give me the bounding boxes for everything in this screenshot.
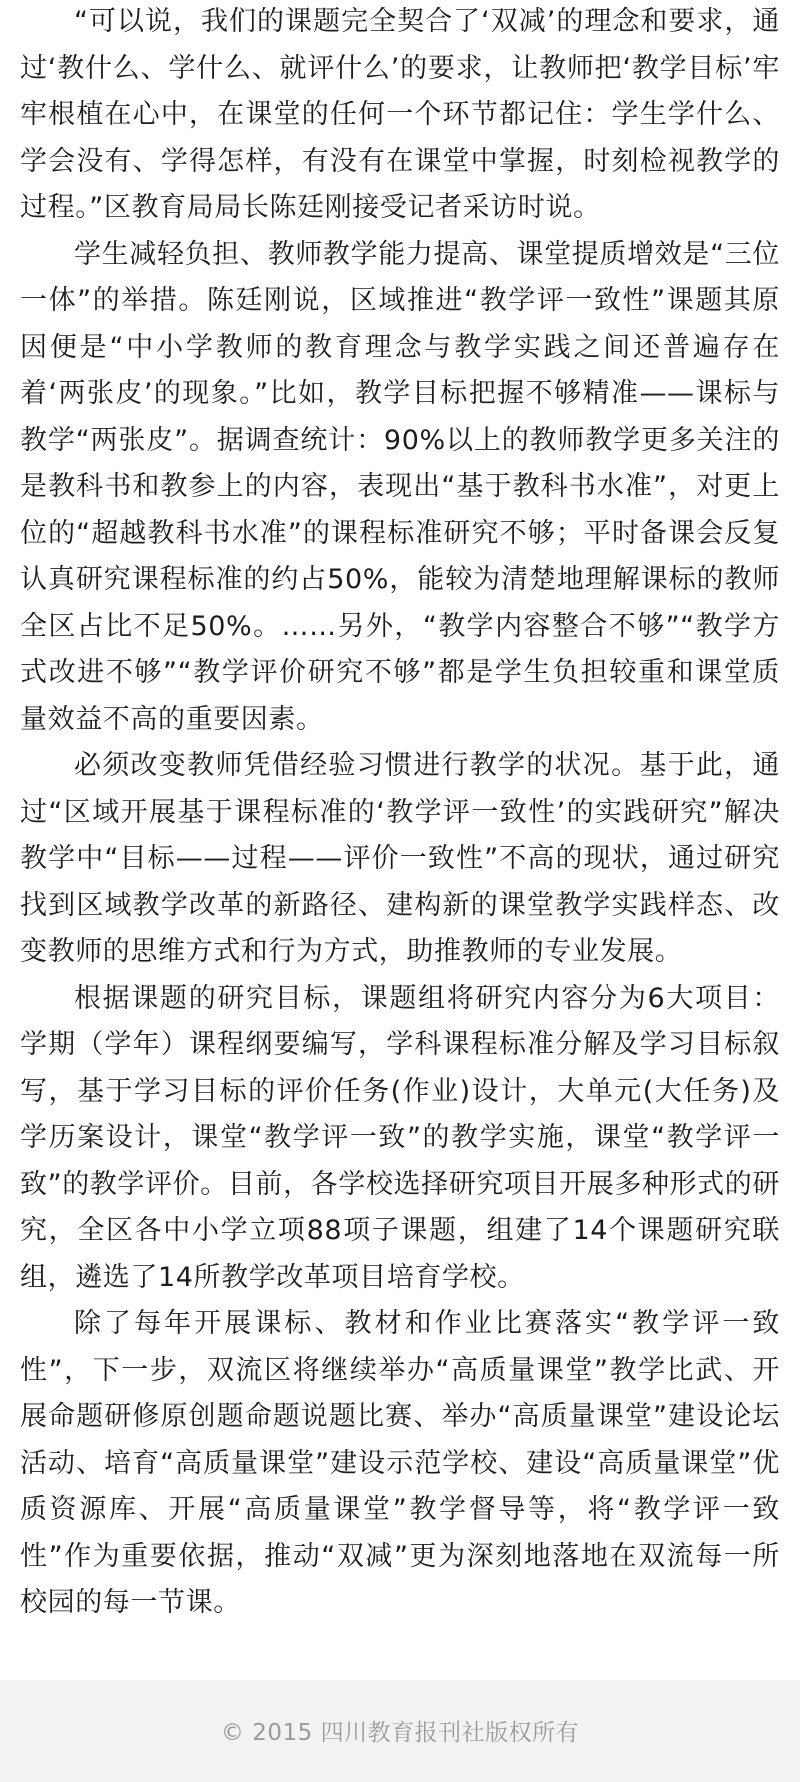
page-footer (0, 1680, 800, 1782)
article-paragraph-4: 根据课题的研究目标，课题组将研究内容分为6大项目：学期（学年）课程纲要编写，学科课程标准分解及学习目标叙写，基于学习目标的评价任务(作业)设计，大单元(大任务)及学历案设计，课堂“教学评一致”的教学实施，课堂“教学评一致”的教学评价。目前，各学校选择研究项目开展多种形式的研究，全区各中小学立项88项子课题，组建了14个课题研究联组，遴选了14所教学改革项目培育学校。 (20, 982, 780, 1293)
article-body (20, 0, 780, 1627)
article-paragraph-2: 学生减轻负担、教师教学能力提高、课堂提质增效是“三位一体”的举措。陈廷刚说，区域推进“教学评一致性”课题其原因便是“中小学教师的教育理念与教学实践之间还普遍存在着‘两张皮’的现象。”比如，教学目标把握不够精准——课标与教学“两张皮”。据调查统计：90%以上的教师教学更多关注的是教科书和教参上的内容，表现出“基于教科书水准”，对更上位的“超越教科书水准”的课程标准研究不够；平时备课会反复认真研究课程标准的约占50%，能较为清楚地理解课标的教师全区占比不足50%。……另外，“教学内容整合不够”“教学方式改进不够”“教学评价研究不够”都是学生负担较重和课堂质量效益不高的重要因素。 (20, 238, 780, 735)
article-paragraph-1: “可以说，我们的课题完全契合了‘双减’的理念和要求，通过‘教什么、学什么、就评什么’的要求，让教师把‘教学目标’牢牢根植在心中，在课堂的任何一个环节都记住：学生学什么、学会没有、学得怎样，有没有在课堂中掌握，时刻检视教学的过程。”区教育局局长陈廷刚接受记者采访时说。 (20, 6, 780, 223)
article-paragraph-3: 必须改变教师凭借经验习惯进行教学的状况。基于此，通过“区域开展基于课程标准的‘教学评一致性’的实践研究”解决教学中“目标——过程——评价一致性”不高的现状，通过研究找到区域教学改革的新路径、建构新的课堂教学实践样态、改变教师的思维方式和行为方式，助推教师的专业发展。 (20, 750, 780, 967)
article-paragraph-5: 除了每年开展课标、教材和作业比赛落实“教学评一致性”，下一步，双流区将继续举办“高质量课堂”教学比武、开展命题研修原创题命题说题比赛、举办“高质量课堂”建设论坛活动、培育“高质量课堂”建设示范学校、建设“高质量课堂”优质资源库、开展“高质量课堂”教学督导等，将“教学评一致性”作为重要依据，推动“双减”更为深刻地落地在双流每一所校园的每一节课。 (20, 1308, 780, 1618)
copyright-text: © 2015 四川教育报刊社版权所有 (220, 1719, 580, 1746)
